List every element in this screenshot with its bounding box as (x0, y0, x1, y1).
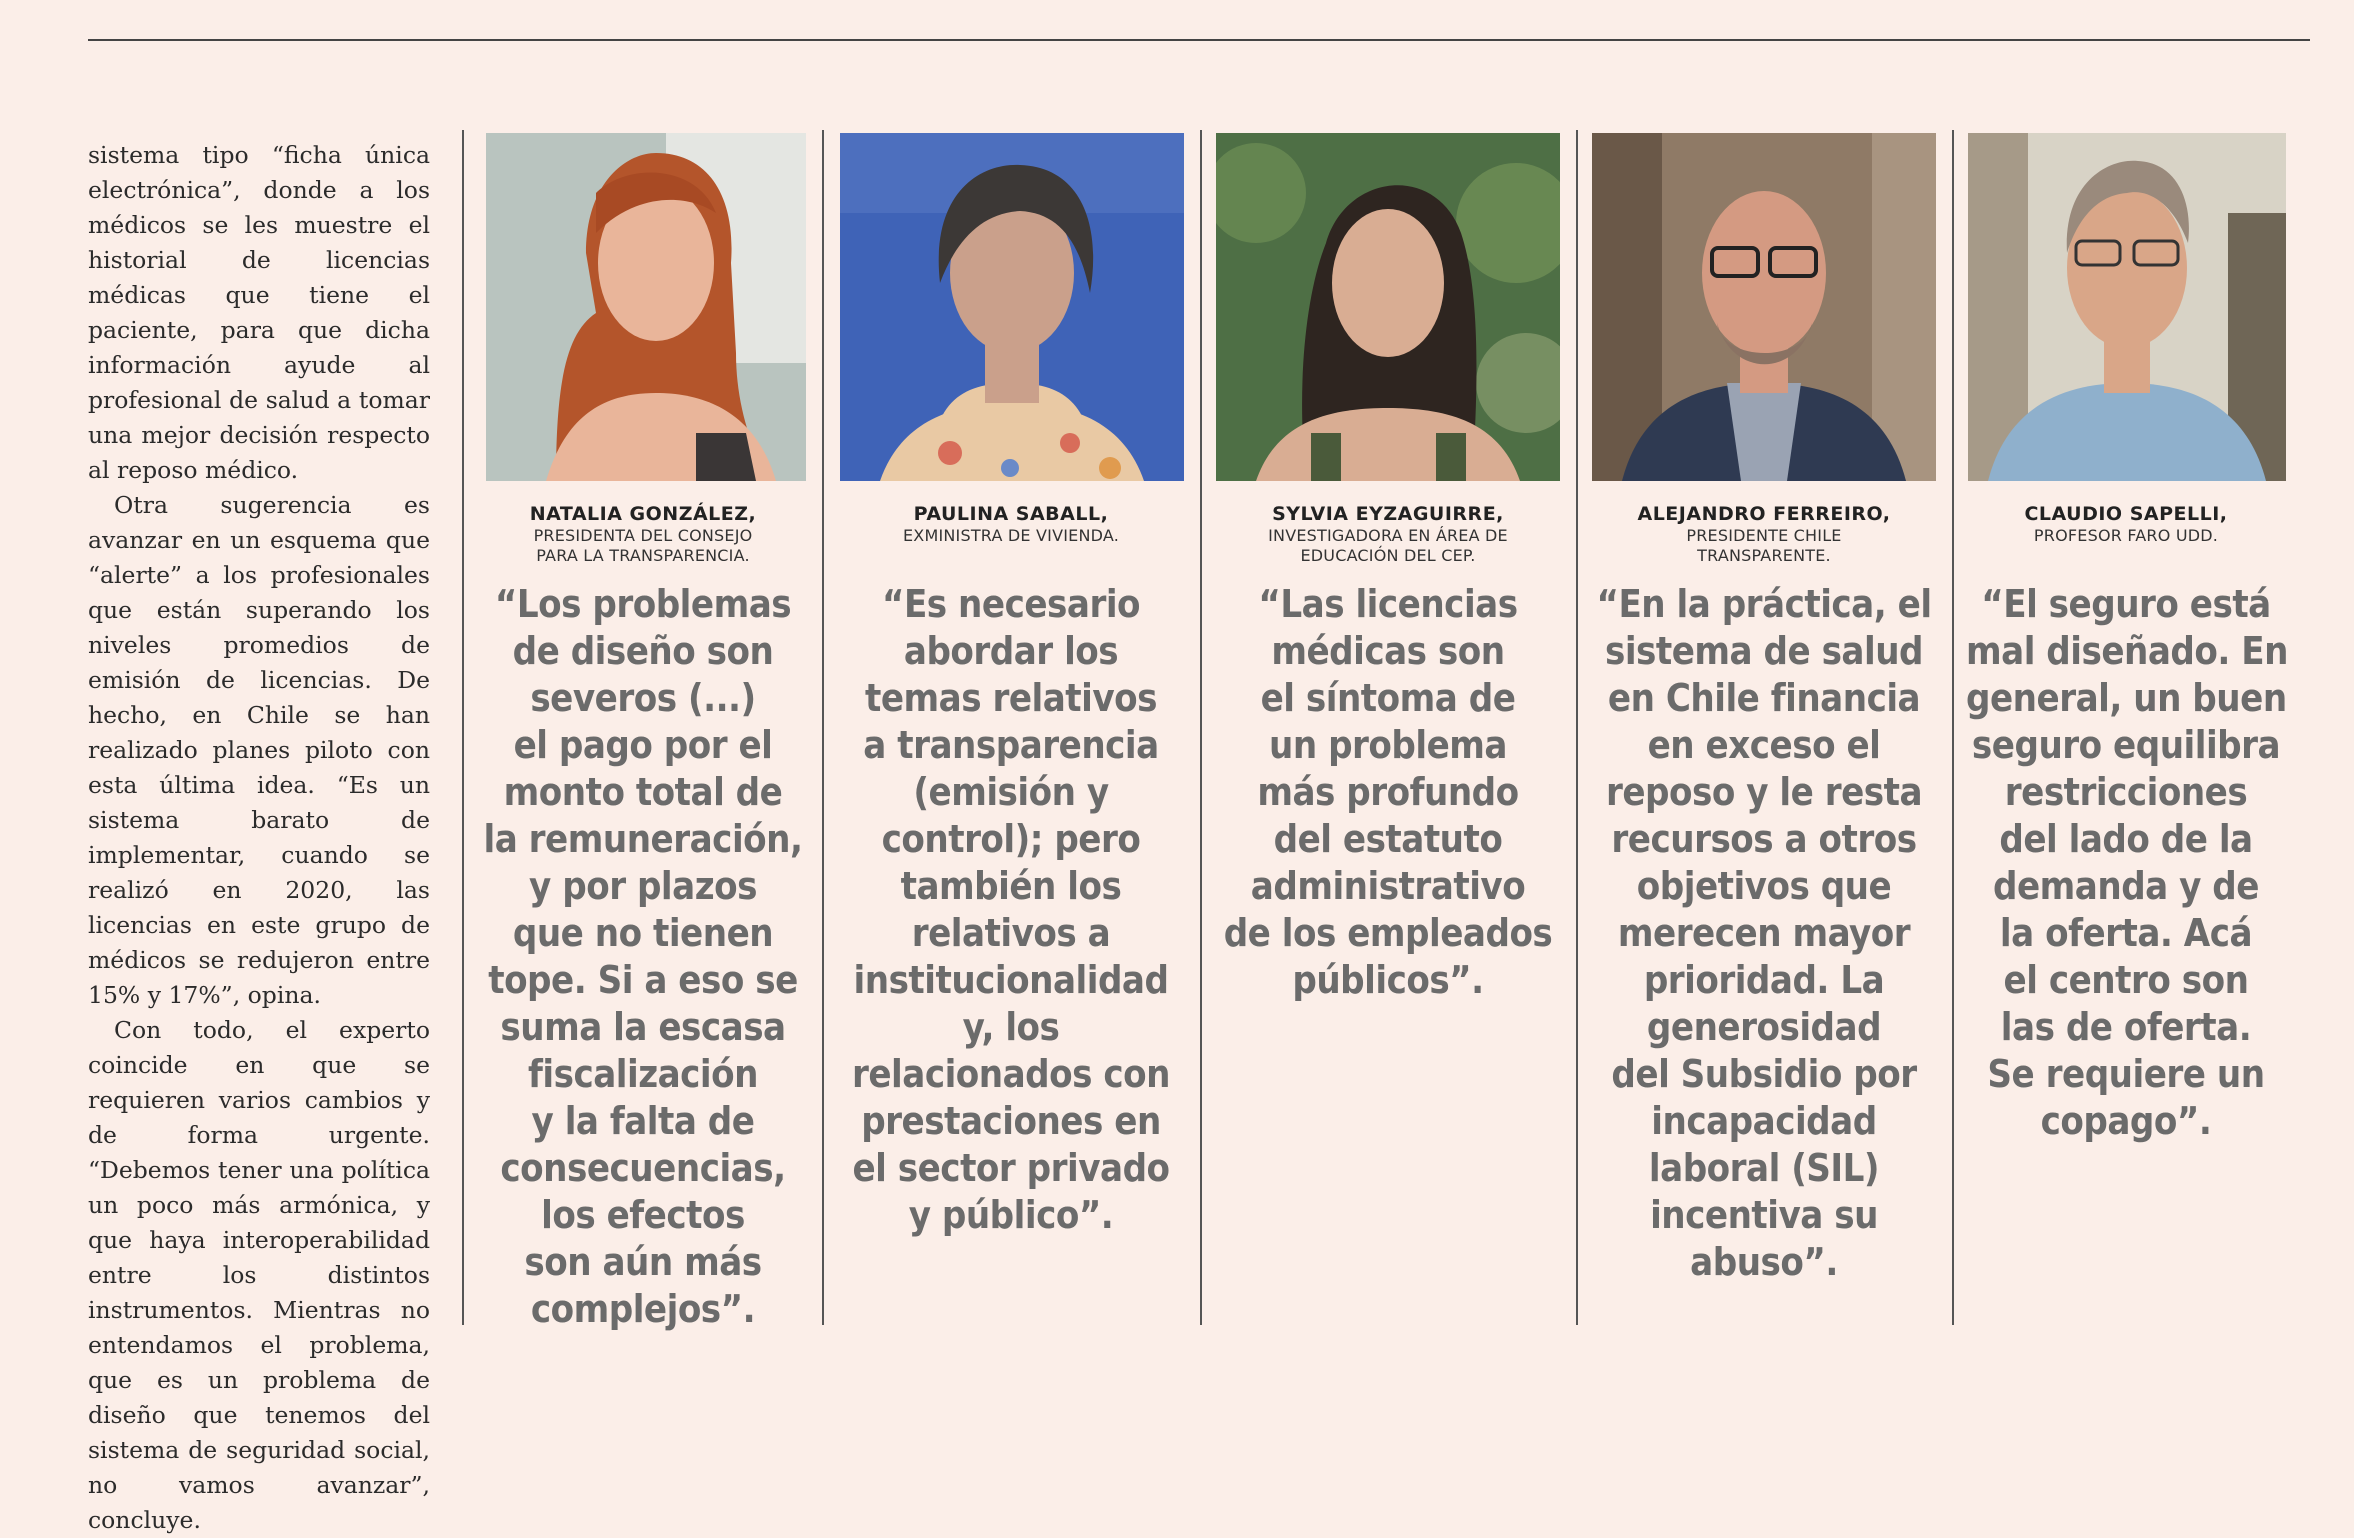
quote-line: del estatuto (1273, 817, 1503, 861)
quote-line: severos (...) (530, 676, 756, 720)
quote-line: tope. Si a eso se (488, 958, 798, 1002)
pull-quote (480, 581, 806, 1333)
quote-line: el sector privado (852, 1146, 1170, 1190)
portrait-photo (486, 133, 806, 481)
quote-line: recursos a otros (1611, 817, 1917, 861)
quote-line: prestaciones en (861, 1099, 1161, 1143)
quote-line: las de oferta. (2000, 1005, 2252, 1049)
article-body-column (88, 138, 430, 1534)
quote-line: demanda y de (1993, 864, 2259, 908)
quote-line: (emisión y (913, 770, 1109, 814)
person-role (1966, 526, 2286, 546)
article-paragraph: Con todo, el experto coincide en que se requieren varios cambios y de forma urgente. “Debemos tener una política un poco más armónica, y que haya interoperabilidad entre los distintos instrumentos. Mientras no entendamos el problema, que es un problema de diseño que tenemos del sistema de seguridad social, no vamos avanzar”, concluye. (88, 1016, 430, 1534)
person-name: PAULINA SABALL, (913, 503, 1109, 525)
quote-line: incapacidad (1651, 1099, 1877, 1143)
person-name: NATALIA GONZÁLEZ, (529, 503, 757, 525)
quote-line: más profundo (1257, 770, 1519, 814)
quote-line: en Chile financia (1607, 676, 1921, 720)
quote-line: incentiva su (1650, 1193, 1878, 1237)
quote-line: “Es necesario (881, 582, 1141, 626)
quote-line: mal diseñado. En (1966, 629, 2288, 673)
quote-line: restricciones (2004, 770, 2248, 814)
quote-line: relativos a (911, 911, 1111, 955)
quote-line: control); pero (881, 817, 1141, 861)
quote-line: de los empleados (1223, 911, 1553, 955)
quote-line: a transparencia (863, 723, 1159, 767)
quote-line: son aún más (524, 1240, 762, 1284)
person-name: CLAUDIO SAPELLI, (2024, 503, 2228, 525)
person-role (1590, 526, 1938, 566)
person-role (1214, 526, 1562, 566)
quote-line: del Subsidio por (1611, 1052, 1917, 1096)
quote-line: el centro son (2003, 958, 2249, 1002)
quote-line: los efectos (541, 1193, 745, 1237)
role-line: TRANSPARENTE. (1697, 546, 1831, 565)
quote-line: temas relativos (865, 676, 1157, 720)
quote-line: también los (900, 864, 1122, 908)
quote-line: institucionalidad (853, 958, 1169, 1002)
column-divider (1200, 130, 1202, 1325)
quote-line: Se requiere un (1987, 1052, 2265, 1096)
quote-line: médicas son (1271, 629, 1505, 673)
person-role (836, 526, 1186, 546)
quote-line: laboral (SIL) (1648, 1146, 1880, 1190)
quote-line: abuso”. (1690, 1240, 1838, 1284)
quote-line: merecen mayor (1617, 911, 1911, 955)
quote-line: el síntoma de (1260, 676, 1516, 720)
role-line: EXMINISTRA DE VIVIENDA. (902, 526, 1120, 545)
quote-line: públicos”. (1292, 958, 1484, 1002)
column-divider (462, 130, 464, 1325)
quote-line: que no tienen (512, 911, 774, 955)
person-name: SYLVIA EYZAGUIRRE, (1272, 503, 1504, 525)
article-paragraph: sistema tipo “ficha única electrónica”, donde a los médicos se les muestre el historial de licencias médicas que tiene el paciente, para que dicha información ayude al profesional de salud a tomar una mejor decisión respecto al reposo médico. (88, 141, 430, 484)
portrait-photo (1592, 133, 1936, 481)
quote-line: y público”. (908, 1193, 1114, 1237)
quote-line: en exceso el (1647, 723, 1881, 767)
person-role (480, 526, 806, 566)
person-name: ALEJANDRO FERREIRO, (1637, 503, 1891, 525)
quote-line: copago”. (2040, 1099, 2212, 1143)
pull-quote (1966, 581, 2286, 1145)
role-line: INVESTIGADORA EN ÁREA DE (1268, 526, 1508, 545)
role-line: PROFESOR FARO UDD. (2033, 526, 2219, 545)
role-line: PARA LA TRANSPARENCIA. (536, 546, 750, 565)
quote-line: general, un buen (1966, 676, 2287, 720)
quote-line: la remuneración, (483, 817, 803, 861)
pull-quote (1590, 581, 1938, 1286)
quote-line: abordar los (903, 629, 1119, 673)
role-line: EDUCACIÓN DEL CEP. (1300, 546, 1476, 565)
role-line: PRESIDENTA DEL CONSEJO (533, 526, 753, 545)
portrait-photo (840, 133, 1184, 481)
quote-line: complejos”. (530, 1287, 756, 1331)
top-rule (88, 39, 2310, 41)
quote-line: un problema (1269, 723, 1507, 767)
quote-line: monto total de (503, 770, 783, 814)
portrait-photo (1216, 133, 1560, 481)
quote-line: consecuencias, (500, 1146, 786, 1190)
portrait-photo (1968, 133, 2286, 481)
quote-line: administrativo (1250, 864, 1526, 908)
column-divider (822, 130, 824, 1325)
role-line: PRESIDENTE CHILE (1686, 526, 1842, 545)
quote-line: sistema de salud (1604, 629, 1924, 673)
quote-line: de diseño son (512, 629, 774, 673)
quote-line: el pago por el (513, 723, 773, 767)
quote-line: seguro equilibra (1971, 723, 2281, 767)
article-paragraph: Otra sugerencia es avanzar en un esquema que “alerte” a los profesionales que están superando los niveles promedios de emisión de licencias. De hecho, en Chile se han realizado planes piloto con esta última idea. “Es un sistema barato de implementar, cuando se realizó en 2020, las licencias en este grupo de médicos se redujeron entre 15% y 17%”, opina. (88, 491, 430, 1009)
quote-line: reposo y le resta (1605, 770, 1923, 814)
quote-line: relacionados con (851, 1052, 1170, 1096)
quote-line: del lado de la (1999, 817, 2253, 861)
quote-line: y la falta de (531, 1099, 755, 1143)
quote-line: prioridad. La (1643, 958, 1885, 1002)
quote-line: la oferta. Acá (1999, 911, 2253, 955)
quote-line: generosidad (1646, 1005, 1882, 1049)
quote-line: “Los problemas (494, 582, 792, 626)
quote-line: “En la práctica, el (1596, 582, 1932, 626)
column-divider (1576, 130, 1578, 1325)
quote-line: “Las licencias (1258, 582, 1518, 626)
pull-quote (1214, 581, 1562, 1004)
quote-line: suma la escasa (500, 1005, 786, 1049)
quote-line: objetivos que (1636, 864, 1892, 908)
quote-line: “El seguro está (1981, 582, 2271, 626)
quote-line: y, los (962, 1005, 1060, 1049)
quote-line: fiscalización (528, 1052, 758, 1096)
column-divider (1952, 130, 1954, 1325)
quote-line: y por plazos (529, 864, 757, 908)
pull-quote (836, 581, 1186, 1239)
